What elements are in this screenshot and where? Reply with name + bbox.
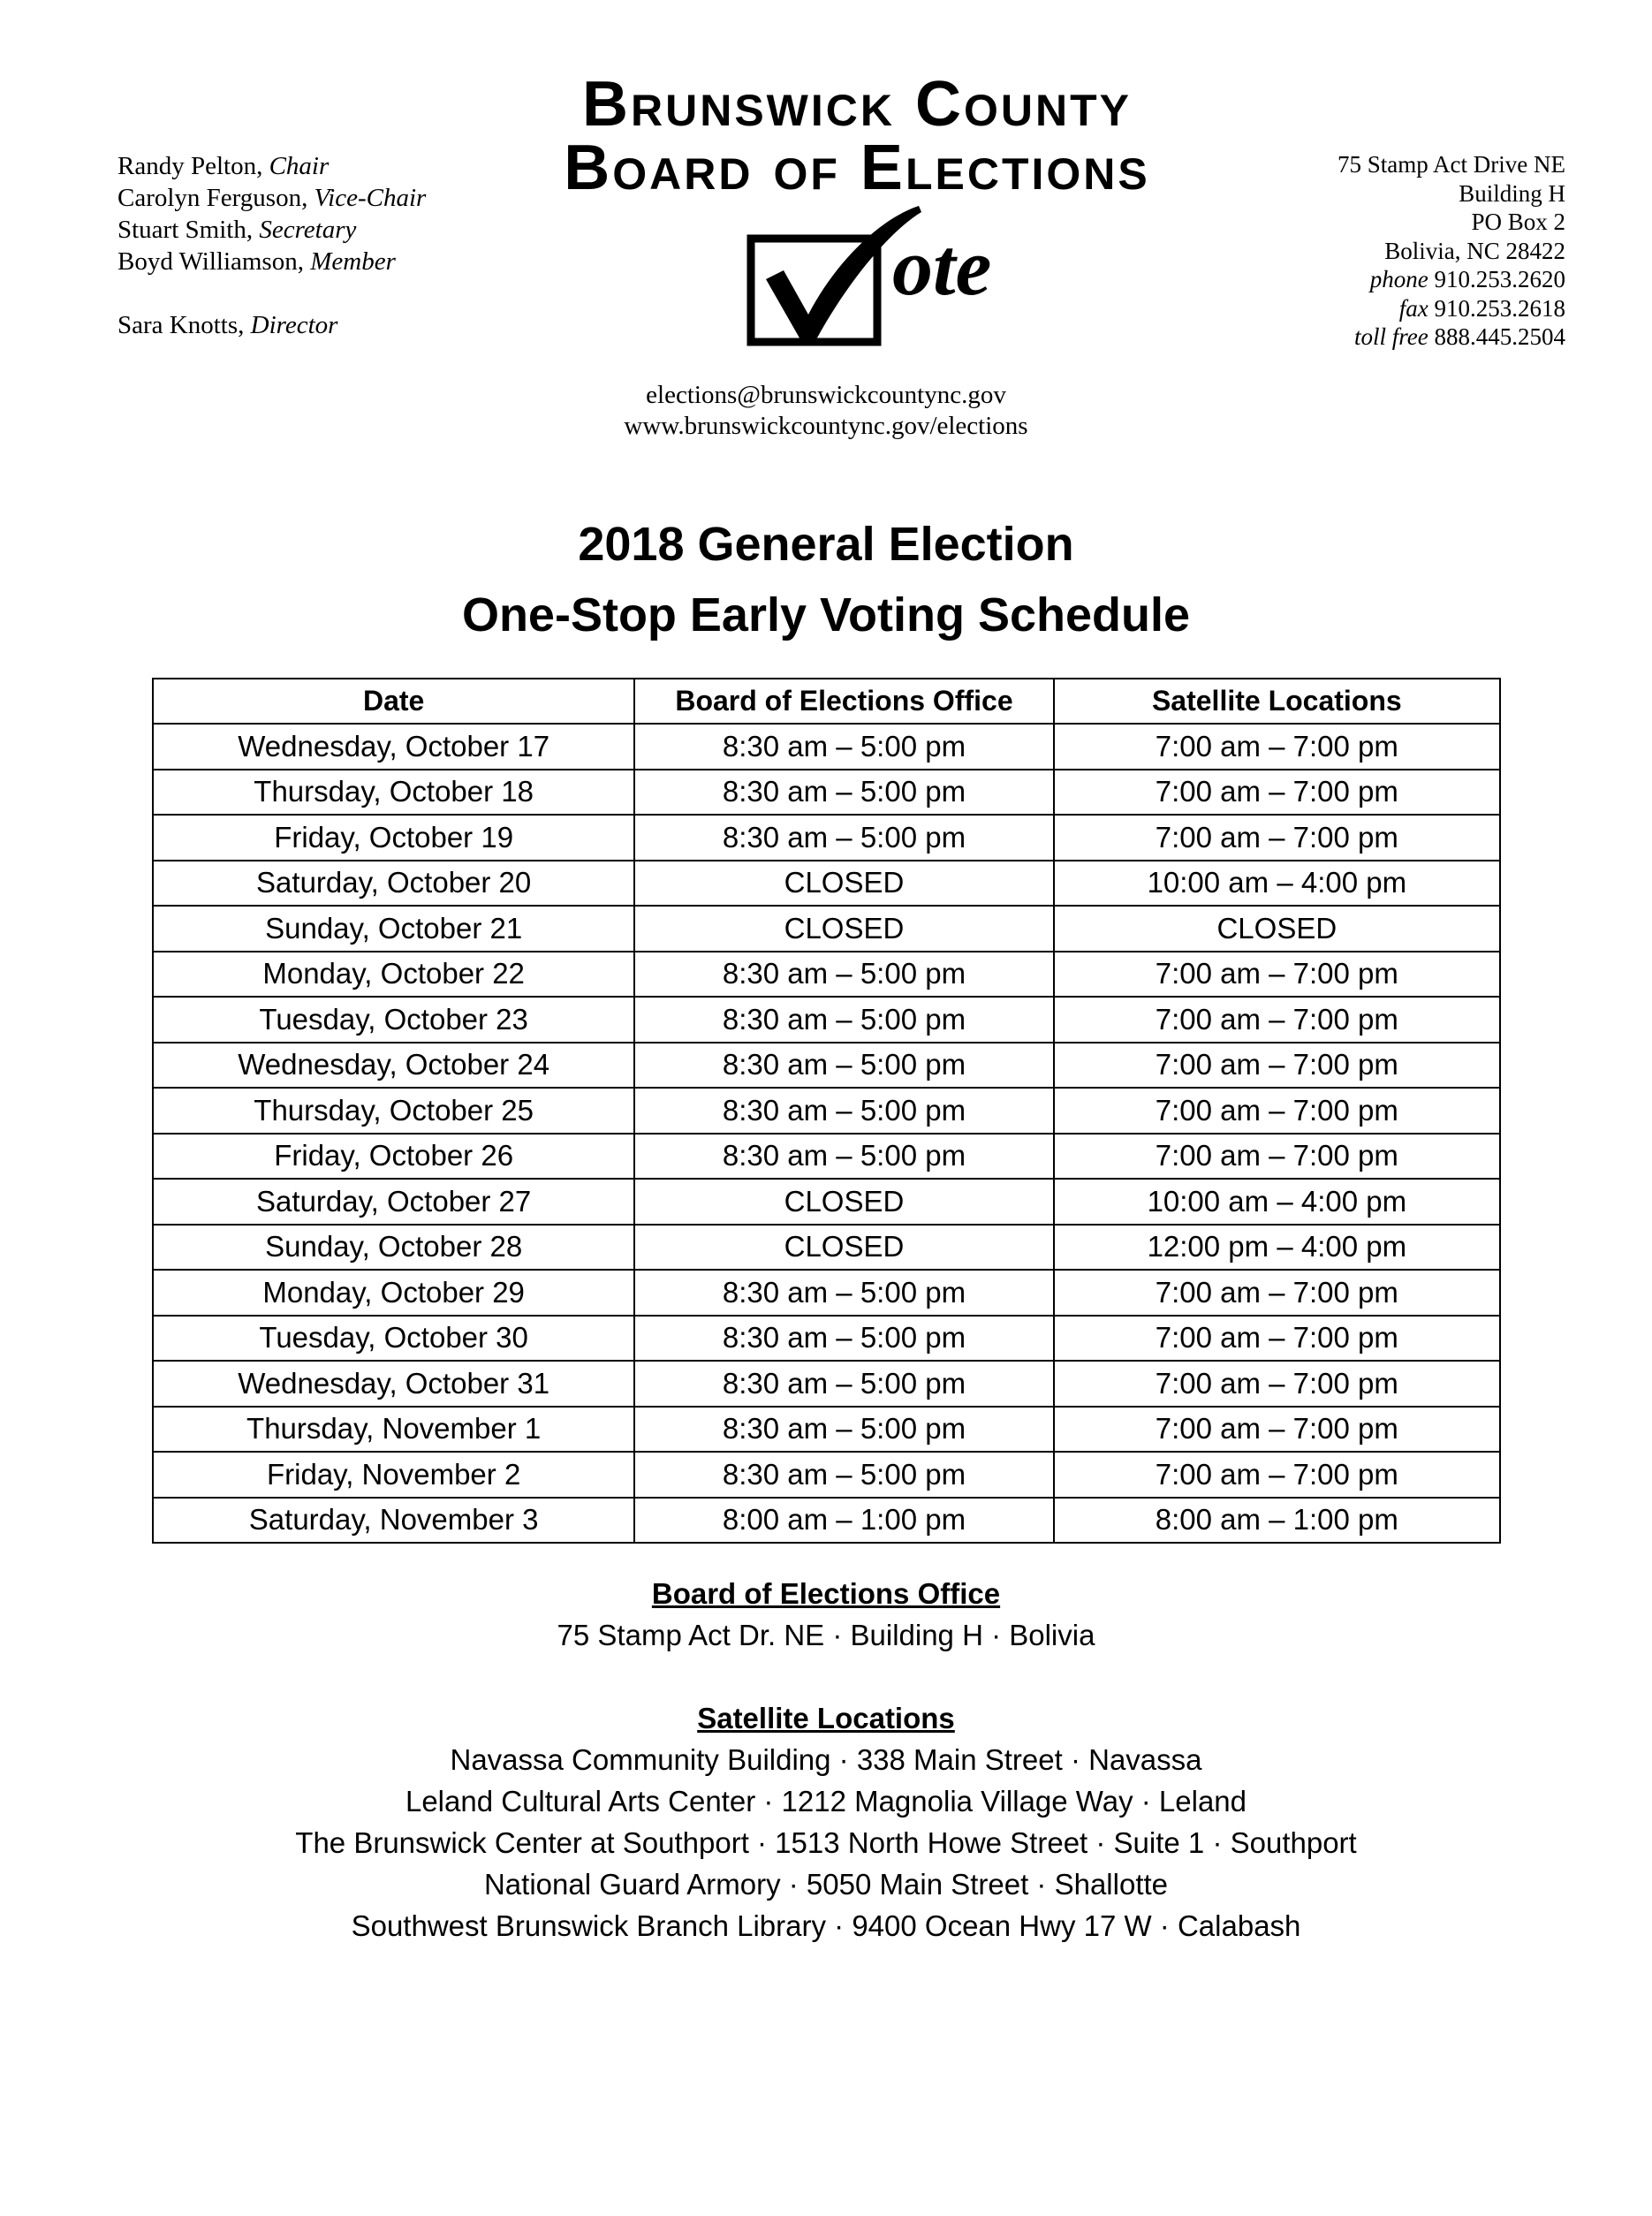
satellite-hours-cell: CLOSED: [1054, 906, 1500, 952]
satellite-hours-cell: 7:00 am – 7:00 pm: [1054, 1088, 1500, 1134]
table-row: [153, 906, 1500, 952]
member-member: Boyd Williamson, Member: [117, 247, 396, 276]
satellite-hours-cell: 7:00 am – 7:00 pm: [1054, 1361, 1500, 1407]
date-cell: Wednesday, October 31: [153, 1361, 634, 1407]
office-address-block: 75 Stamp Act Drive NE Building H PO Box 2 Bolivia, NC 28422 phone 910.253.2620 fax 910.253.2618 toll free 888.445.2504: [1212, 150, 1565, 352]
member-chair: Randy Pelton, Chair: [117, 152, 330, 180]
table-row: [153, 1043, 1500, 1089]
schedule-table: [152, 678, 1501, 1544]
table-row: [153, 861, 1500, 907]
date-cell: Friday, November 2: [153, 1452, 634, 1498]
fax: fax 910.253.2618: [1398, 294, 1565, 322]
column-header: Board of Elections Office: [634, 679, 1053, 724]
satellite-hours-cell: 12:00 pm – 4:00 pm: [1054, 1225, 1500, 1271]
satellite-hours-cell: 7:00 am – 7:00 pm: [1054, 1270, 1500, 1316]
table-row: [153, 952, 1500, 998]
office-location: 75 Stamp Act Dr. NE · Building H · Bolivia: [557, 1619, 1095, 1651]
website-link[interactable]: www.brunswickcountync.gov/elections: [624, 412, 1028, 440]
satellite-location: The Brunswick Center at Southport · 1513 North Howe Street · Suite 1 · Southport: [295, 1826, 1357, 1859]
office-section-title: Board of Elections Office: [651, 1577, 1001, 1610]
date-cell: Sunday, October 28: [153, 1225, 634, 1271]
organization-title: [495, 69, 1219, 203]
table-row: [153, 1407, 1500, 1453]
contact-info: [473, 380, 1179, 442]
svg-text:ote: ote: [892, 222, 992, 312]
column-header: Date: [153, 679, 634, 724]
office-hours-cell: 8:30 am – 5:00 pm: [634, 1088, 1053, 1134]
satellite-hours-cell: 10:00 am – 4:00 pm: [1054, 1179, 1500, 1225]
table-row: [153, 724, 1500, 770]
satellite-hours-cell: 7:00 am – 7:00 pm: [1054, 1407, 1500, 1453]
satellite-location: Leland Cultural Arts Center · 1212 Magnolia Village Way · Leland: [405, 1785, 1247, 1818]
date-cell: Friday, October 19: [153, 815, 634, 861]
satellite-hours-cell: 7:00 am – 7:00 pm: [1054, 1452, 1500, 1498]
satellite-hours-cell: 7:00 am – 7:00 pm: [1054, 815, 1500, 861]
satellite-location: Navassa Community Building · 338 Main Street · Navassa: [450, 1743, 1202, 1776]
board-members: [117, 150, 426, 341]
table-row: [153, 1316, 1500, 1362]
date-cell: Saturday, October 27: [153, 1179, 634, 1225]
satellite-hours-cell: 7:00 am – 7:00 pm: [1054, 1043, 1500, 1089]
office-hours-cell: CLOSED: [634, 1179, 1053, 1225]
satellite-location: National Guard Armory · 5050 Main Street · Shallotte: [483, 1868, 1169, 1901]
date-cell: Monday, October 22: [153, 952, 634, 998]
office-hours-cell: CLOSED: [634, 861, 1053, 907]
table-row: [153, 1225, 1500, 1271]
office-hours-cell: 8:30 am – 5:00 pm: [634, 1361, 1053, 1407]
table-row: [153, 1498, 1500, 1544]
phone: phone 910.253.2620: [1369, 266, 1565, 292]
table-row: [153, 770, 1500, 816]
director: Sara Knotts, Director: [117, 311, 338, 339]
title-line-1: Brunswick County: [582, 69, 1132, 140]
date-cell: Saturday, November 3: [153, 1498, 634, 1544]
office-hours-cell: 8:30 am – 5:00 pm: [634, 952, 1053, 998]
table-row: [153, 1452, 1500, 1498]
office-hours-cell: 8:30 am – 5:00 pm: [634, 1134, 1053, 1180]
office-hours-cell: CLOSED: [634, 1225, 1053, 1271]
date-cell: Monday, October 29: [153, 1270, 634, 1316]
satellite-hours-cell: 7:00 am – 7:00 pm: [1054, 724, 1500, 770]
satellite-section-title: Satellite Locations: [697, 1702, 955, 1734]
table-row: [153, 815, 1500, 861]
table-row: [153, 997, 1500, 1043]
satellite-hours-cell: 8:00 am – 1:00 pm: [1054, 1498, 1500, 1544]
satellite-hours-cell: 10:00 am – 4:00 pm: [1054, 861, 1500, 907]
office-hours-cell: CLOSED: [634, 906, 1053, 952]
date-cell: Thursday, October 18: [153, 770, 634, 816]
office-hours-cell: 8:30 am – 5:00 pm: [634, 1452, 1053, 1498]
office-hours-cell: 8:30 am – 5:00 pm: [634, 997, 1053, 1043]
office-hours-cell: 8:30 am – 5:00 pm: [634, 1316, 1053, 1362]
toll-free: toll free 888.445.2504: [1354, 323, 1565, 350]
date-cell: Thursday, November 1: [153, 1407, 634, 1453]
office-hours-cell: 8:30 am – 5:00 pm: [634, 1043, 1053, 1089]
date-cell: Thursday, October 25: [153, 1088, 634, 1134]
office-hours-cell: 8:30 am – 5:00 pm: [634, 770, 1053, 816]
date-cell: Friday, October 26: [153, 1134, 634, 1180]
satellite-hours-cell: 7:00 am – 7:00 pm: [1054, 1316, 1500, 1362]
column-header: Satellite Locations: [1054, 679, 1500, 724]
satellite-hours-cell: 7:00 am – 7:00 pm: [1054, 1134, 1500, 1180]
member-vice-chair: Carolyn Ferguson, Vice-Chair: [117, 184, 427, 212]
date-cell: Tuesday, October 23: [153, 997, 634, 1043]
satellite-hours-cell: 7:00 am – 7:00 pm: [1054, 997, 1500, 1043]
member-secretary: Stuart Smith, Secretary: [117, 216, 357, 244]
vote-logo-icon: [746, 201, 1020, 352]
office-hours-cell: 8:30 am – 5:00 pm: [634, 1270, 1053, 1316]
table-header-row: [153, 679, 1500, 724]
table-row: [153, 1270, 1500, 1316]
table-row: [153, 1134, 1500, 1180]
satellite-hours-cell: 7:00 am – 7:00 pm: [1054, 952, 1500, 998]
title-line-2: Board of Elections: [564, 133, 1150, 203]
email-link[interactable]: elections@brunswickcountync.gov: [646, 381, 1006, 409]
locations-section: [208, 1573, 1444, 1947]
office-hours-cell: 8:30 am – 5:00 pm: [634, 1407, 1053, 1453]
satellite-location: Southwest Brunswick Branch Library · 9400 Ocean Hwy 17 W · Calabash: [351, 1909, 1301, 1942]
date-cell: Sunday, October 21: [153, 906, 634, 952]
office-hours-cell: 8:30 am – 5:00 pm: [634, 815, 1053, 861]
table-row: [153, 1361, 1500, 1407]
office-hours-cell: 8:30 am – 5:00 pm: [634, 724, 1053, 770]
date-cell: Tuesday, October 30: [153, 1316, 634, 1362]
office-hours-cell: 8:00 am – 1:00 pm: [634, 1498, 1053, 1544]
page-title: 2018 General Election One-Stop Early Voting Schedule: [461, 518, 1191, 641]
date-cell: Wednesday, October 17: [153, 724, 634, 770]
table-row: [153, 1179, 1500, 1225]
table-row: [153, 1088, 1500, 1134]
date-cell: Saturday, October 20: [153, 861, 634, 907]
date-cell: Wednesday, October 24: [153, 1043, 634, 1089]
satellite-hours-cell: 7:00 am – 7:00 pm: [1054, 770, 1500, 816]
